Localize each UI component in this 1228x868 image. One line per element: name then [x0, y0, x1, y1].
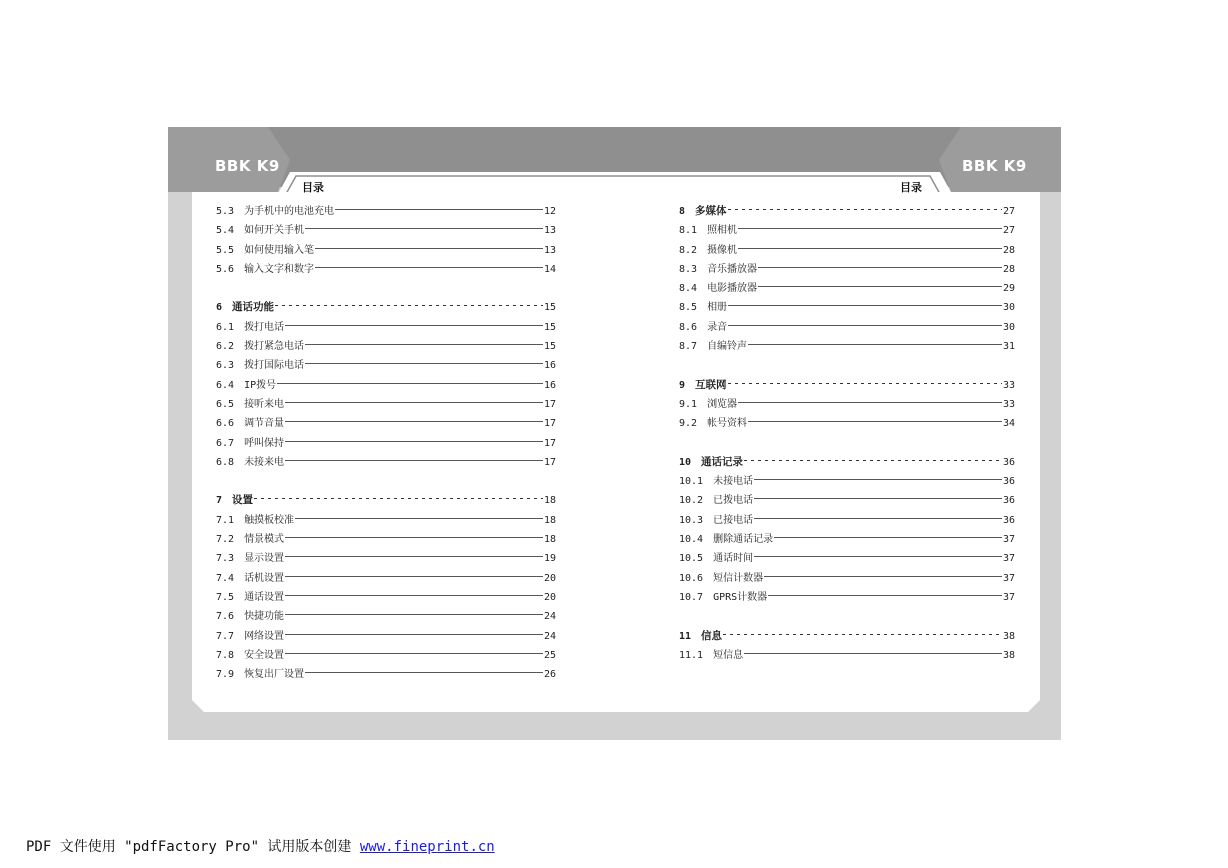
toc-page-number: 29: [1002, 283, 1015, 295]
toc-page-number: 24: [543, 611, 556, 623]
toc-entry-title: 摄像机: [707, 244, 738, 256]
toc-entry-title: GPRS计数器: [713, 591, 768, 603]
toc-page-number: 31: [1002, 341, 1015, 353]
toc-page-number: 13: [543, 244, 556, 256]
toc-page-number: 30: [1002, 302, 1015, 314]
toc-entry-number: 10.4: [679, 534, 704, 546]
toc-entry-title: 网络设置: [244, 630, 285, 642]
toc-leader-line: [315, 267, 543, 268]
toc-entry-row[interactable]: [216, 260, 556, 279]
toc-entry-row[interactable]: [679, 530, 1015, 549]
toc-entry-number: 6.4: [216, 379, 235, 391]
toc-entry-title: 安全设置: [244, 649, 285, 661]
pdf-footer: [26, 836, 495, 856]
toc-leader-line: [277, 383, 543, 384]
toc-page-number: 15: [543, 302, 556, 314]
toc-leader-line: [285, 595, 543, 596]
toc-entry-title: 显示设置: [244, 553, 285, 565]
toc-entry-row[interactable]: [216, 395, 556, 414]
page-title-left: 目录: [302, 181, 324, 194]
toc-entry-title: 照相机: [707, 225, 738, 237]
toc-entry-number: 9.1: [679, 398, 698, 410]
toc-leader-line: [275, 305, 543, 306]
toc-entry-title: 情景模式: [244, 534, 285, 546]
toc-entry-number: 8.4: [679, 283, 698, 295]
toc-entry-title: 自编铃声: [707, 341, 748, 353]
toc-page-number: 17: [543, 418, 556, 430]
toc-entry-number: 8.1: [679, 225, 698, 237]
toc-entry-title: 未接电话: [713, 476, 754, 488]
toc-page-number: 36: [1002, 514, 1015, 526]
toc-page-number: 19: [543, 553, 556, 565]
toc-entry-number: 7.8: [216, 649, 235, 661]
toc-page-number: 27: [1002, 225, 1015, 237]
toc-page-number: 16: [543, 360, 556, 372]
toc-page-number: 36: [1002, 476, 1015, 488]
toc-entry-number: 11.1: [679, 649, 704, 661]
toc-leader-line: [728, 305, 1002, 306]
toc-entry-number: 8.6: [679, 321, 698, 333]
toc-page-number: 27: [1002, 206, 1015, 217]
toc-entry-number: 6.3: [216, 360, 235, 372]
toc-page-number: 37: [1002, 553, 1015, 565]
toc-entry-number: 10.2: [679, 495, 704, 507]
toc-page-number: 14: [543, 263, 556, 275]
toc-entry-title: 拨打国际电话: [244, 360, 305, 372]
toc-page-number: 18: [543, 514, 556, 526]
toc-leader-line: [728, 383, 1002, 384]
toc-leader-line: [754, 498, 1002, 499]
toc-page-number: 16: [543, 379, 556, 391]
toc-leader-line: [748, 344, 1002, 345]
toc-leader-line: [754, 518, 1002, 519]
brand-logo-left: BBK K9: [215, 157, 280, 175]
toc-entry-title: 通话功能: [232, 301, 275, 314]
toc-leader-line: [305, 363, 543, 364]
toc-leader-line: [254, 498, 543, 499]
toc-entry-title: 为手机中的电池充电: [244, 206, 335, 217]
toc-entry-number: 7.5: [216, 591, 235, 603]
toc-entry-title: 电影播放器: [707, 283, 758, 295]
toc-leader-line: [285, 653, 543, 654]
toc-entry-row[interactable]: [679, 569, 1015, 588]
toc-entry-row[interactable]: [216, 627, 556, 646]
toc-entry-row[interactable]: [216, 376, 556, 395]
toc-entry-title: 互联网: [695, 378, 727, 391]
toc-page-number: 18: [543, 495, 556, 507]
toc-entry-title: 已拨电话: [713, 495, 754, 507]
toc-page-number: 17: [543, 437, 556, 449]
toc-entry-row[interactable]: [679, 588, 1015, 607]
toc-page-number: 37: [1002, 591, 1015, 603]
toc-entry-row[interactable]: [216, 549, 556, 568]
toc-entry-row[interactable]: [216, 588, 556, 607]
toc-entry-row[interactable]: [679, 414, 1015, 433]
toc-section-row[interactable]: [679, 202, 1015, 221]
toc-entry-row[interactable]: [679, 491, 1015, 510]
toc-entry-row[interactable]: [216, 646, 556, 665]
toc-page-number: 18: [543, 534, 556, 546]
toc-entry-row[interactable]: [216, 241, 556, 260]
toc-page-number: 38: [1002, 649, 1015, 661]
toc-entry-number: 5.3: [216, 206, 235, 217]
toc-entry-title: 呼叫保持: [244, 437, 285, 449]
toc-entry-number: 7.9: [216, 669, 235, 681]
toc-leader-line: [744, 653, 1002, 654]
toc-leader-line: [285, 441, 543, 442]
footer-link[interactable]: www.fineprint.cn: [359, 839, 495, 855]
toc-leader-line: [748, 421, 1002, 422]
toc-entry-number: 7.2: [216, 534, 235, 546]
toc-entry-number: 5.6: [216, 263, 235, 275]
toc-page-number: 30: [1002, 321, 1015, 333]
toc-entry-number: 6: [216, 302, 223, 314]
toc-entry-row[interactable]: [216, 434, 556, 453]
toc-entry-row[interactable]: [679, 511, 1015, 530]
toc-entry-row[interactable]: [679, 279, 1015, 298]
toc-leader-line: [305, 344, 543, 345]
toc-entry-title: 短信息: [713, 649, 744, 661]
toc-right-column: [679, 202, 1015, 665]
toc-entry-title: 多媒体: [695, 205, 727, 217]
toc-page-number: 37: [1002, 534, 1015, 546]
toc-entry-number: 6.2: [216, 341, 235, 353]
toc-page-number: 15: [543, 321, 556, 333]
toc-entry-title: 接听来电: [244, 398, 285, 410]
toc-entry-row[interactable]: [679, 298, 1015, 317]
toc-page-number: 33: [1002, 398, 1015, 410]
toc-entry-row[interactable]: [216, 530, 556, 549]
toc-entry-row[interactable]: [216, 318, 556, 337]
toc-entry-title: 未接来电: [244, 456, 285, 468]
toc-entry-title: 帐号资料: [707, 418, 748, 430]
toc-leader-line: [285, 325, 543, 326]
toc-entry-number: 11: [679, 630, 692, 642]
toc-entry-number: 8: [679, 206, 686, 217]
toc-entry-row[interactable]: [679, 260, 1015, 279]
toc-page-number: 24: [543, 630, 556, 642]
toc-entry-row[interactable]: [216, 221, 556, 240]
toc-entry-title: 通话时间: [713, 553, 754, 565]
toc-entry-number: 8.7: [679, 341, 698, 353]
toc-entry-number: 8.3: [679, 263, 698, 275]
toc-entry-number: 7.3: [216, 553, 235, 565]
toc-entry-number: 6.1: [216, 321, 235, 333]
toc-leader-line: [315, 248, 543, 249]
toc-entry-title: 设置: [232, 494, 254, 507]
toc-entry-row[interactable]: [679, 221, 1015, 240]
toc-entry-number: 7.7: [216, 630, 235, 642]
toc-entry-title: 短信计数器: [713, 572, 764, 584]
toc-leader-line: [774, 537, 1002, 538]
toc-entry-row[interactable]: [216, 665, 556, 684]
toc-page-number: 26: [543, 669, 556, 681]
toc-page-number: 36: [1002, 495, 1015, 507]
toc-page-number: 34: [1002, 418, 1015, 430]
toc-page-number: 25: [543, 649, 556, 661]
toc-section-row[interactable]: [679, 453, 1015, 472]
toc-entry-number: 5.4: [216, 225, 235, 237]
toc-page-number: 15: [543, 341, 556, 353]
toc-entry-number: 10: [679, 456, 692, 468]
toc-entry-row[interactable]: [216, 511, 556, 530]
toc-entry-number: 7.4: [216, 572, 235, 584]
toc-leader-line: [738, 228, 1002, 229]
toc-entry-title: 如何使用输入笔: [244, 244, 315, 256]
toc-entry-row[interactable]: [216, 337, 556, 356]
toc-entry-row[interactable]: [679, 318, 1015, 337]
toc-entry-row[interactable]: [679, 646, 1015, 665]
toc-page-number: 12: [543, 206, 556, 217]
toc-leader-line: [285, 556, 543, 557]
toc-entry-row[interactable]: [679, 241, 1015, 260]
toc-leader-line: [744, 460, 1002, 461]
toc-leader-line: [335, 209, 543, 210]
toc-entry-row[interactable]: [216, 453, 556, 472]
toc-page-number: 20: [543, 591, 556, 603]
toc-entry-number: 7: [216, 495, 223, 507]
toc-entry-number: 6.6: [216, 418, 235, 430]
toc-section-row[interactable]: [679, 627, 1015, 646]
page-title-right: 目录: [900, 181, 922, 194]
toc-page-number: 37: [1002, 572, 1015, 584]
toc-entry-number: 7.1: [216, 514, 235, 526]
toc-entry-title: 通话记录: [701, 455, 744, 468]
toc-entry-row[interactable]: [216, 202, 556, 221]
toc-entry-title: 话机设置: [244, 572, 285, 584]
toc-entry-title: 拨打电话: [244, 321, 285, 333]
toc-leader-line: [728, 209, 1002, 210]
toc-leader-line: [768, 595, 1002, 596]
toc-entry-title: 删除通话记录: [713, 534, 774, 546]
toc-page-number: 38: [1002, 630, 1015, 642]
toc-entry-number: 10.1: [679, 476, 704, 488]
toc-leader-line: [295, 518, 543, 519]
toc-entry-title: 已接电话: [713, 514, 754, 526]
toc-entry-number: 8.2: [679, 244, 698, 256]
toc-entry-title: 音乐播放器: [707, 263, 758, 275]
toc-page-number: 36: [1002, 456, 1015, 468]
toc-entry-number: 10.6: [679, 572, 704, 584]
toc-entry-title: 录音: [707, 321, 728, 333]
toc-page-number: 17: [543, 398, 556, 410]
toc-entry-title: 信息: [701, 629, 723, 642]
toc-section-row[interactable]: [679, 376, 1015, 395]
toc-entry-number: 8.5: [679, 302, 698, 314]
toc-entry-number: 9: [679, 379, 686, 391]
toc-entry-number: 10.3: [679, 514, 704, 526]
toc-entry-number: 10.7: [679, 591, 704, 603]
toc-entry-number: 5.5: [216, 244, 235, 256]
toc-entry-number: 6.5: [216, 398, 235, 410]
toc-leader-line: [305, 228, 543, 229]
toc-page-number: 17: [543, 456, 556, 468]
toc-entry-row[interactable]: [216, 607, 556, 626]
toc-entry-title: 输入文字和数字: [244, 263, 315, 275]
toc-entry-row[interactable]: [216, 569, 556, 588]
toc-page-number: 28: [1002, 244, 1015, 256]
toc-entry-title: 通话设置: [244, 591, 285, 603]
toc-entry-title: 触摸板校准: [244, 514, 295, 526]
toc-leader-line: [285, 634, 543, 635]
toc-leader-line: [285, 614, 543, 615]
toc-entry-title: 拨打紧急电话: [244, 341, 305, 353]
toc-leader-line: [723, 634, 1002, 635]
toc-entry-number: 9.2: [679, 418, 698, 430]
toc-leader-line: [285, 537, 543, 538]
toc-leader-line: [738, 248, 1002, 249]
toc-leader-line: [305, 672, 543, 673]
toc-leader-line: [285, 421, 543, 422]
toc-page-number: 33: [1002, 379, 1015, 391]
toc-leader-line: [758, 286, 1002, 287]
toc-leader-line: [285, 576, 543, 577]
toc-leader-line: [764, 576, 1002, 577]
toc-entry-number: 6.8: [216, 456, 235, 468]
toc-entry-row[interactable]: [679, 549, 1015, 568]
toc-entry-row[interactable]: [679, 337, 1015, 356]
toc-section-row[interactable]: [216, 298, 556, 317]
toc-leader-line: [285, 460, 543, 461]
toc-leader-line: [754, 479, 1002, 480]
toc-page-number: 20: [543, 572, 556, 584]
toc-entry-title: 快捷功能: [244, 611, 285, 623]
toc-entry-title: 浏览器: [707, 398, 738, 410]
toc-entry-row[interactable]: [216, 356, 556, 375]
footer-text: PDF 文件使用 "pdfFactory Pro" 试用版本创建: [26, 839, 360, 855]
toc-entry-row[interactable]: [679, 395, 1015, 414]
toc-leader-line: [728, 325, 1002, 326]
toc-section-row[interactable]: [216, 491, 556, 510]
toc-entry-title: 如何开关手机: [244, 225, 305, 237]
toc-entry-title: 相册: [707, 302, 728, 314]
toc-entry-number: 6.7: [216, 437, 235, 449]
toc-leader-line: [758, 267, 1002, 268]
toc-entry-number: 10.5: [679, 553, 704, 565]
toc-entry-row[interactable]: [216, 414, 556, 433]
toc-leader-line: [285, 402, 543, 403]
toc-entry-row[interactable]: [679, 472, 1015, 491]
toc-leader-line: [738, 402, 1002, 403]
toc-entry-number: 7.6: [216, 611, 235, 623]
toc-page-number: 28: [1002, 263, 1015, 275]
toc-entry-title: 恢复出厂设置: [244, 669, 305, 681]
toc-leader-line: [754, 556, 1002, 557]
toc-entry-title: 调节音量: [244, 418, 285, 430]
toc-entry-title: IP拨号: [244, 379, 277, 391]
toc-left-column: [216, 202, 556, 684]
brand-logo-right: BBK K9: [962, 157, 1027, 175]
toc-page-number: 13: [543, 225, 556, 237]
